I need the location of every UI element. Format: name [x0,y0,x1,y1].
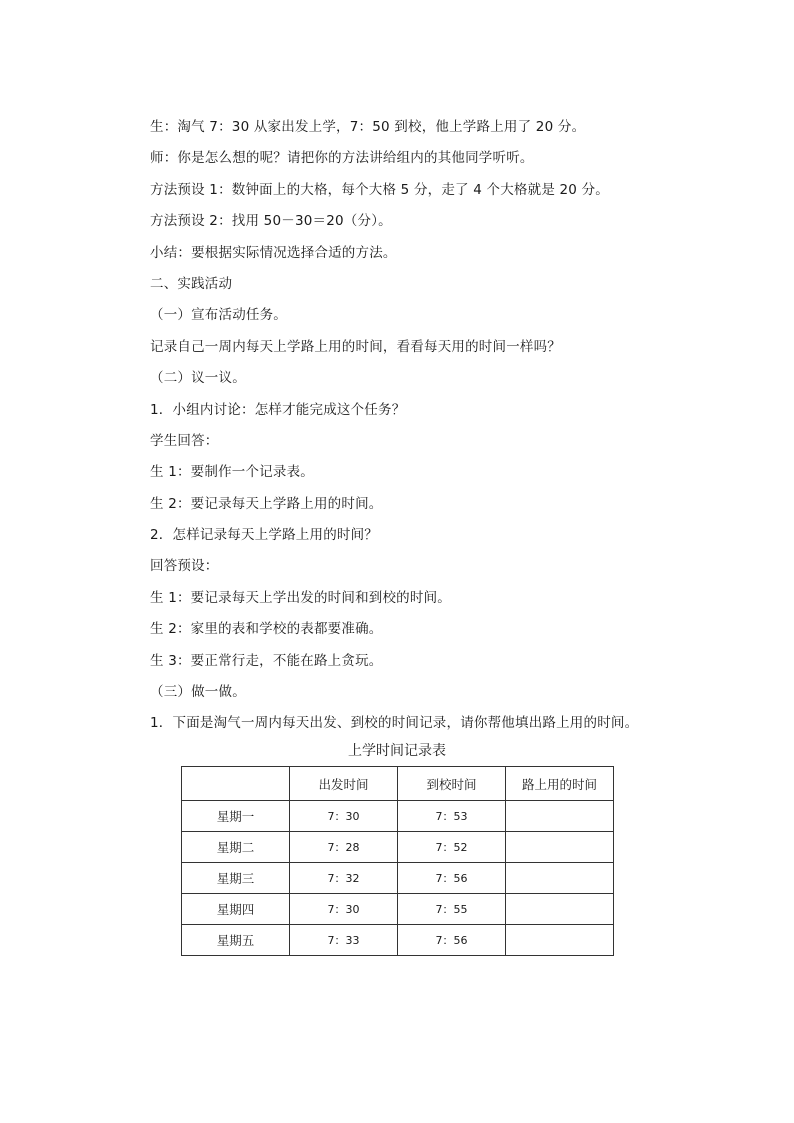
table-header-cell: 到校时间 [398,767,506,801]
table-row [182,801,614,832]
section-heading: 二、实践活动 [150,275,233,292]
time-record-table [181,766,614,956]
paragraph: 方法预设 1：数钟面上的大格，每个大格 5 分，走了 4 个大格就是 20 分。 [150,181,609,198]
table-title: 上学时间记录表 [348,743,446,759]
arrive-time-cell: 7：55 [398,894,506,925]
subsection-heading: （三）做一做。 [150,684,246,701]
day-cell: 星期三 [182,863,290,894]
duration-cell [506,863,614,894]
day-cell: 星期一 [182,801,290,832]
paragraph: 生 1：要记录每天上学出发的时间和到校的时间。 [150,589,451,606]
day-cell: 星期五 [182,925,290,956]
depart-time-cell: 7：32 [290,863,398,894]
paragraph: 小结：要根据实际情况选择合适的方法。 [150,244,397,261]
paragraph: 生：淘气 7：30 从家出发上学，7：50 到校，他上学路上用了 20 分。 [150,119,586,135]
day-cell: 星期四 [182,894,290,925]
paragraph: 1．下面是淘气一周内每天出发、到校的时间记录，请你帮他填出路上用的时间。 [150,715,639,732]
day-cell: 星期二 [182,832,290,863]
table-row [182,832,614,863]
paragraph: 2．怎样记录每天上学路上用的时间？ [150,527,378,544]
table-row [182,894,614,925]
arrive-time-cell: 7：53 [398,801,506,832]
duration-cell [506,801,614,832]
paragraph: 师：你是怎么想的呢？请把你的方法讲给组内的其他同学听听。 [150,150,534,167]
paragraph: 生 3：要正常行走，不能在路上贪玩。 [150,652,383,669]
table-row [182,863,614,894]
lesson-text [150,116,670,744]
table-header-cell: 路上用的时间 [506,767,614,801]
arrive-time-cell: 7：56 [398,863,506,894]
paragraph: 生 1：要制作一个记录表。 [150,464,314,481]
arrive-time-cell: 7：52 [398,832,506,863]
table-row [182,925,614,956]
duration-cell [506,894,614,925]
paragraph: 生 2：家里的表和学校的表都要准确。 [150,621,383,638]
arrive-time-cell: 7：56 [398,925,506,956]
paragraph: 生 2：要记录每天上学路上用的时间。 [150,495,383,512]
depart-time-cell: 7：28 [290,832,398,863]
paragraph: 学生回答： [150,432,219,449]
paragraph: 1．小组内讨论：怎样才能完成这个任务？ [150,401,406,418]
paragraph: 回答预设： [150,558,219,575]
subsection-heading: （一）宣布活动任务。 [150,307,287,324]
table-header-cell: 出发时间 [290,767,398,801]
paragraph: 记录自己一周内每天上学路上用的时间，看看每天用的时间一样吗？ [150,338,561,355]
depart-time-cell: 7：30 [290,894,398,925]
depart-time-cell: 7：30 [290,801,398,832]
paragraph: 方法预设 2：找用 50－30＝20（分）。 [150,213,392,230]
duration-cell [506,832,614,863]
table-header-cell [182,767,290,801]
duration-cell [506,925,614,956]
subsection-heading: （二）议一议。 [150,370,246,387]
table-header-row [182,767,614,801]
depart-time-cell: 7：33 [290,925,398,956]
